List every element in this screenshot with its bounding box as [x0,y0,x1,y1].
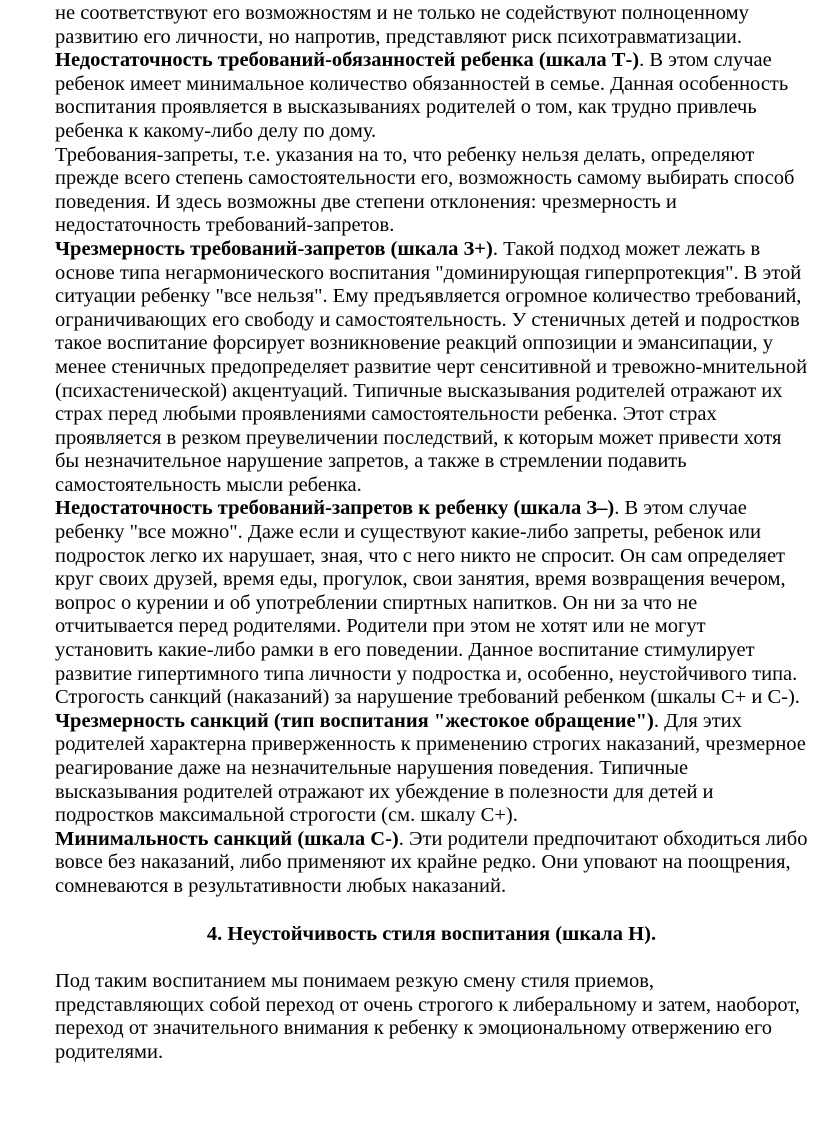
paragraph-text: Строгость санкций (наказаний) за нарушение требований ребенком (шкалы С+ и С-). [55,686,800,709]
paragraph-text: Под таким воспитанием мы понимаем резкую смену стиля приемов, представляющих собой переход от очень строгого к либеральному и затем, наоборот, переход от значительного внимания к ребенку к эмоциональному отвержению его родителями. [55,970,800,1063]
paragraph-text: . Такой подход может лежать в основе типа негармонического воспитания "доминирующая гиперпротекция". В этой ситуации ребенку "все нельзя". Ему предъявляется огромное количество требований, ограничивающих его свободу и самостоятельность. У стеничных детей и подростков такое воспитание форсирует возникновение реакций оппозиции и эмансипации, у менее стеничных предопределяет развитие черт сенситивной и тревожно-мнительной (психастенической) акцентуаций. Типичные высказывания родителей отражают их страх перед любыми проявлениями самостоятельности ребенка. Этот страх проявляется в резком преувеличении последствий, к которым может привести хотя бы незначительное нарушение запретов, а также в стремлении подавить самостоятельность мысли ребенка. [55,237,808,496]
paragraph-text: . В этом случае ребенку "все можно". Даже если и существуют какие-либо запреты, ребенок или подросток легко их нарушает, зная, что с него никто не спросит. Он сам определяет круг своих друзей, время еды, прогулок, свои занятия, время возвращения вечером, вопрос о курении и об употреблении спиртных напитков. Он ни за что не отчитывается перед родителями. Родители при этом не хотят или не могут установить какие-либо рамки в его поведении. Данное воспитание стимулирует развитие гипертимного типа личности у подростка и, особенно, неустойчивого типа. [55,497,798,685]
paragraph-prohibitions-deficit [55,497,808,686]
paragraph-lead-bold: Минимальность санкций (шкала С-) [55,827,399,850]
paragraph-instability [55,970,808,1064]
paragraph-lead-bold: Недостаточность требований-запретов к ребенку (шкала З–) [55,497,615,520]
paragraph-text: . Для этих родителей характерна приверженность к применению строгих наказаний, чрезмерное реагирование даже на незначительные нарушения поведения. Типичные высказывания родителей отражают их убеждение в полезности для детей и подростков максимальной строгости (см. шкалу С+). [55,709,806,827]
paragraph-lead-bold: Чрезмерность санкций (тип воспитания "жестокое обращение") [55,709,654,732]
paragraph-text: . В этом случае ребенок имеет минимальное количество обязанностей в семье. Данная особенность воспитания проявляется в высказываниях родителей о том, как трудно привлечь ребенка к какому-либо делу по дому. [55,49,789,142]
paragraph-sanctions-intro [55,686,808,710]
paragraph-lead-bold: Недостаточность требований-обязанностей ребенка (шкала Т-) [55,49,640,72]
paragraph-sanctions-excess [55,710,808,828]
paragraph-text: . Эти родители предпочитают обходиться либо вовсе без наказаний, либо применяют их крайне редко. Они уповают на поощрения, сомневаются в результативности любых наказаний. [55,827,808,897]
paragraph-duties-deficit [55,49,808,143]
paragraph-text: Требования-запреты, т.е. указания на то, что ребенку нельзя делать, определяют прежде всего степень самостоятельности его, возможность самому выбирать способ поведения. И здесь возможны две степени отклонения: чрезмерность и недостаточность требований-запретов. [55,143,795,237]
paragraph-text: не соответствуют его возможностям и не только не содействуют полноценному развитию его личности, но напротив, представляют риск психотравматизации. [55,2,749,48]
paragraph-continuation [55,2,808,49]
paragraph-lead-bold: Чрезмерность требований-запретов (шкала З+) [55,237,493,260]
paragraph-prohibitions-intro [55,144,808,238]
paragraph-sanctions-minimal [55,828,808,899]
paragraph-prohibitions-excess [55,238,808,498]
section-heading: 4. Неустойчивость стиля воспитания (шкала Н). [206,922,657,945]
